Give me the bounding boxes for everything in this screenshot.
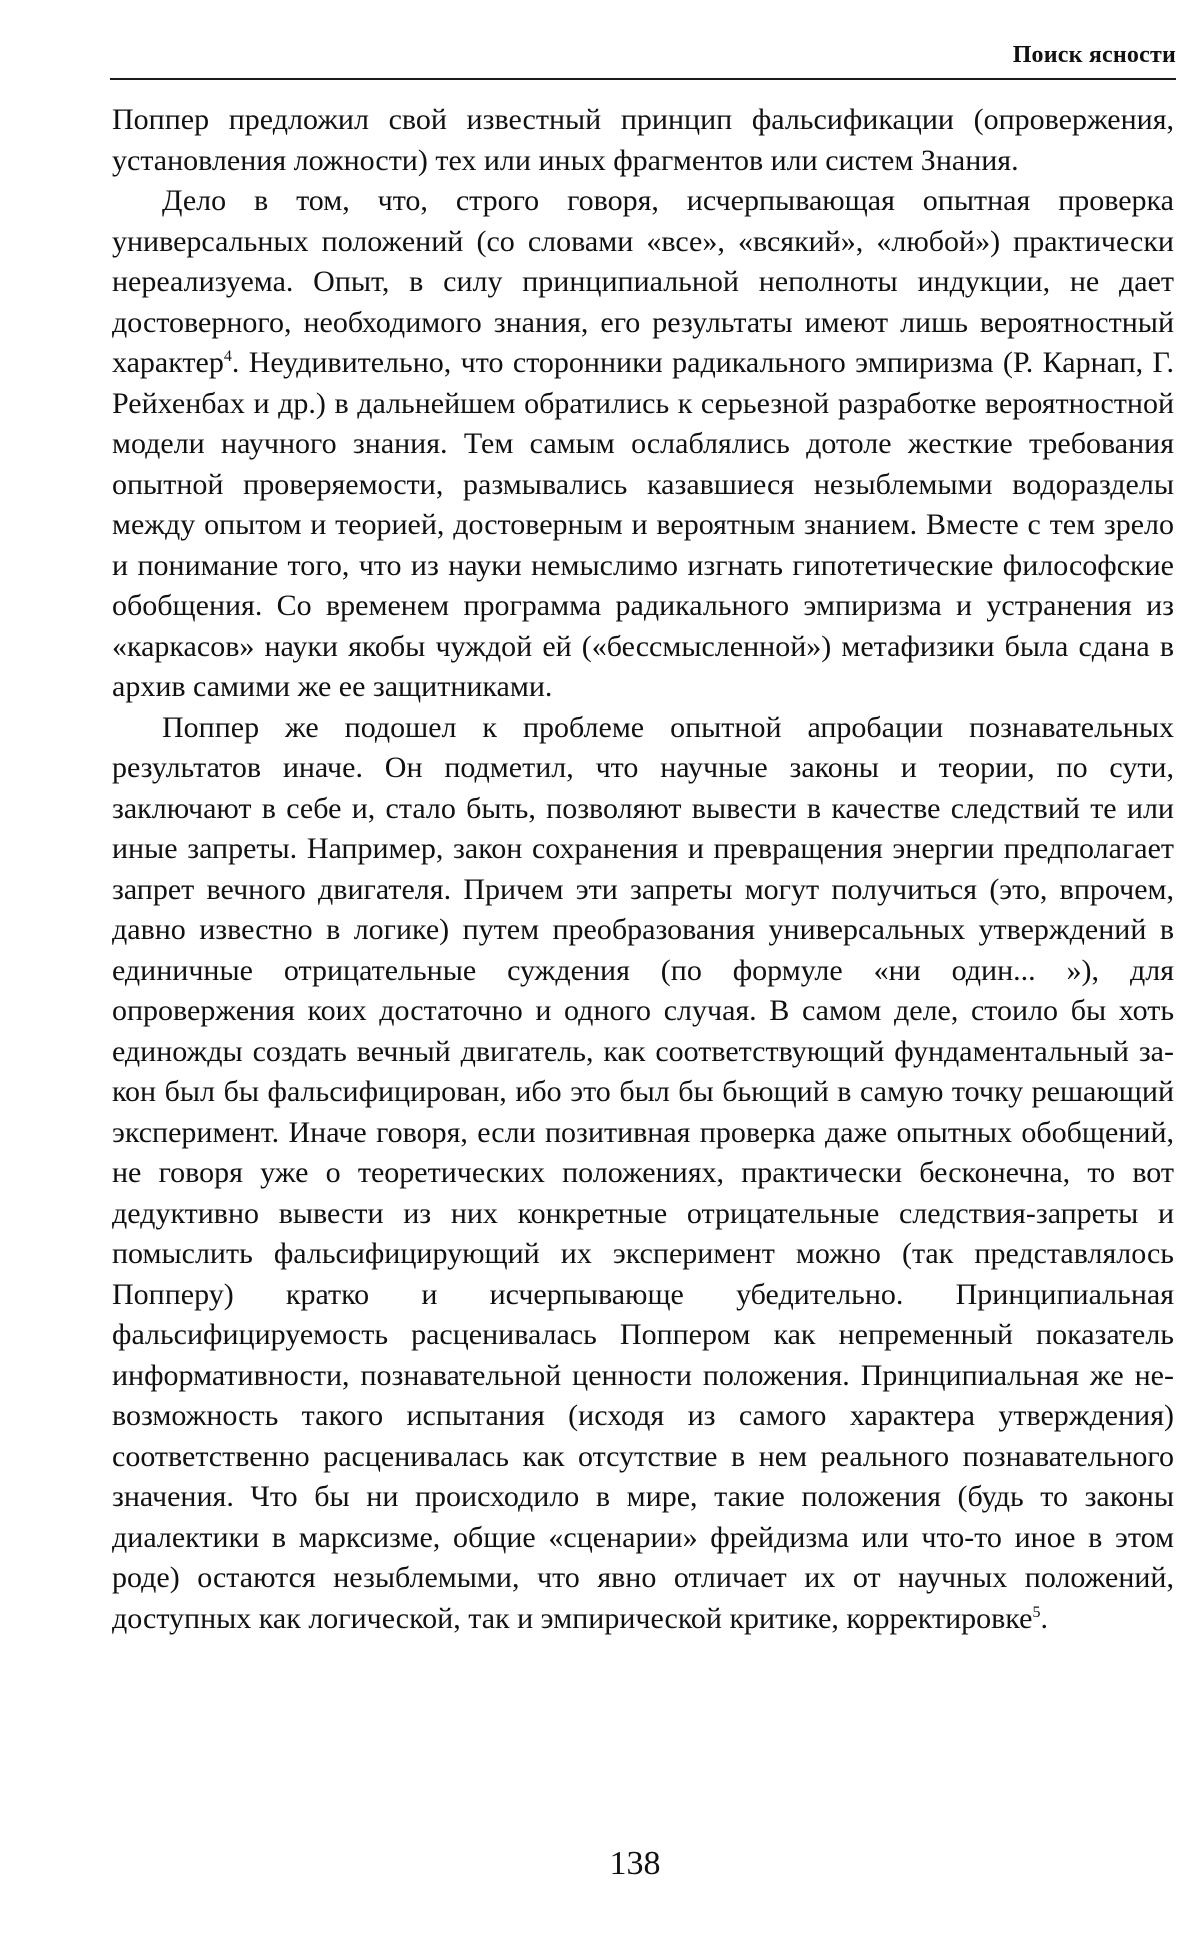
running-head: Поиск ясности [1012, 42, 1176, 68]
footnote-ref-5: 5 [1032, 1603, 1041, 1621]
paragraph-2-rest: . Неудивительно, что сторонники радикального эмпиризма (Р. Карнап, Г. Рейхенбах и др.) в дальнейшем обратились к серьезной разработке вероятностной модели научного знания. Тем самым ослаблялись дотоле жесткие требования опытной проверяемости, размывались казавшиеся незыблемыми водоразделы между опытом и теорией, достоверным и вероятным знанием. Вместе с тем зрело и понимание того, что из науки немыслимо изгнать гипотетические философские обобщения. Со временем программа радикального эмпиризма и устранения из «каркасов» науки якобы чуждой ей («бессмысленной») метафизики была сдана в архив самими же ее защитниками. [112, 346, 1174, 703]
footnote-ref-4: 4 [223, 348, 232, 365]
paragraph-3-end: . [1040, 1601, 1048, 1635]
header-rule [110, 78, 1176, 80]
page-number: 138 [609, 1845, 661, 1882]
paragraph-3 [112, 708, 1174, 1640]
paragraph-1: Поппер предложил свой известный принцип фальсификации (опровержения, установления ложности) тех или иных фрагментов или систем Знания. [112, 103, 1174, 177]
body-text [112, 100, 1174, 1639]
paragraph-2-text: Дело в том, что, строго говоря, исчерпывающая опытная проверка универсальных положений (со словами «все», «всякий», «любой») практически нереализуема. Опыт, в силу принципиальной неполноты индукции, не дает достоверного, необходимого знания, его результаты имеют лишь вероятностный характер [112, 184, 1174, 379]
paragraph-2 [112, 181, 1174, 708]
paragraph-3-text: Поппер же подошел к проблеме опытной апробации познавательных результатов иначе. Он подметил, что научные законы и теории, по сути, заключают в себе и, стало быть, позволяют вывести в качестве следствий те или иные запреты. Например, закон сохранения и превращения энергии предполагает запрет вечного двигателя. Причем эти запреты могут получиться (это, впрочем, давно известно в логике) путем преобразования универсальных утверждений в единичные отрицательные суждения (по формуле «ни один... »), для опровержения коих достаточно и одного случая. В самом деле, стоило бы хоть единожды создать вечный двигатель, как соответствующий фундаментальный закон был бы фальсифицирован, ибо это был бы бьющий в самую точку решающий эксперимент. Иначе говоря, если позитивная проверка даже опытных обобщений, не говоря уже о теоретических положениях, практически бесконечна, то вот дедуктивно вывести из них конкретные отрицательные следствия-запреты и помыслить фальсифицирующий их эксперимент можно (так представлялось Попперу) кратко и исчерпывающе убедительно. Принципиальная фальсифицируемость расценивалась Поппером как непременный показатель информативности, познавательной ценности положения. Принципиальная же невозможность такого испытания (исходя из самого характера утверждения) соответственно расценивалась как отсутствие в нем реального познавательного значения. Что бы ни происходило в мире, такие положения (будь то законы диалектики в марксизме, общие «сценарии» фрейдизма или что-то иное в этом роде) остаются незыблемыми, что явно отличает их от научных положений, доступных как логической, так и эмпирической критике, корректировке [112, 710, 1174, 1635]
